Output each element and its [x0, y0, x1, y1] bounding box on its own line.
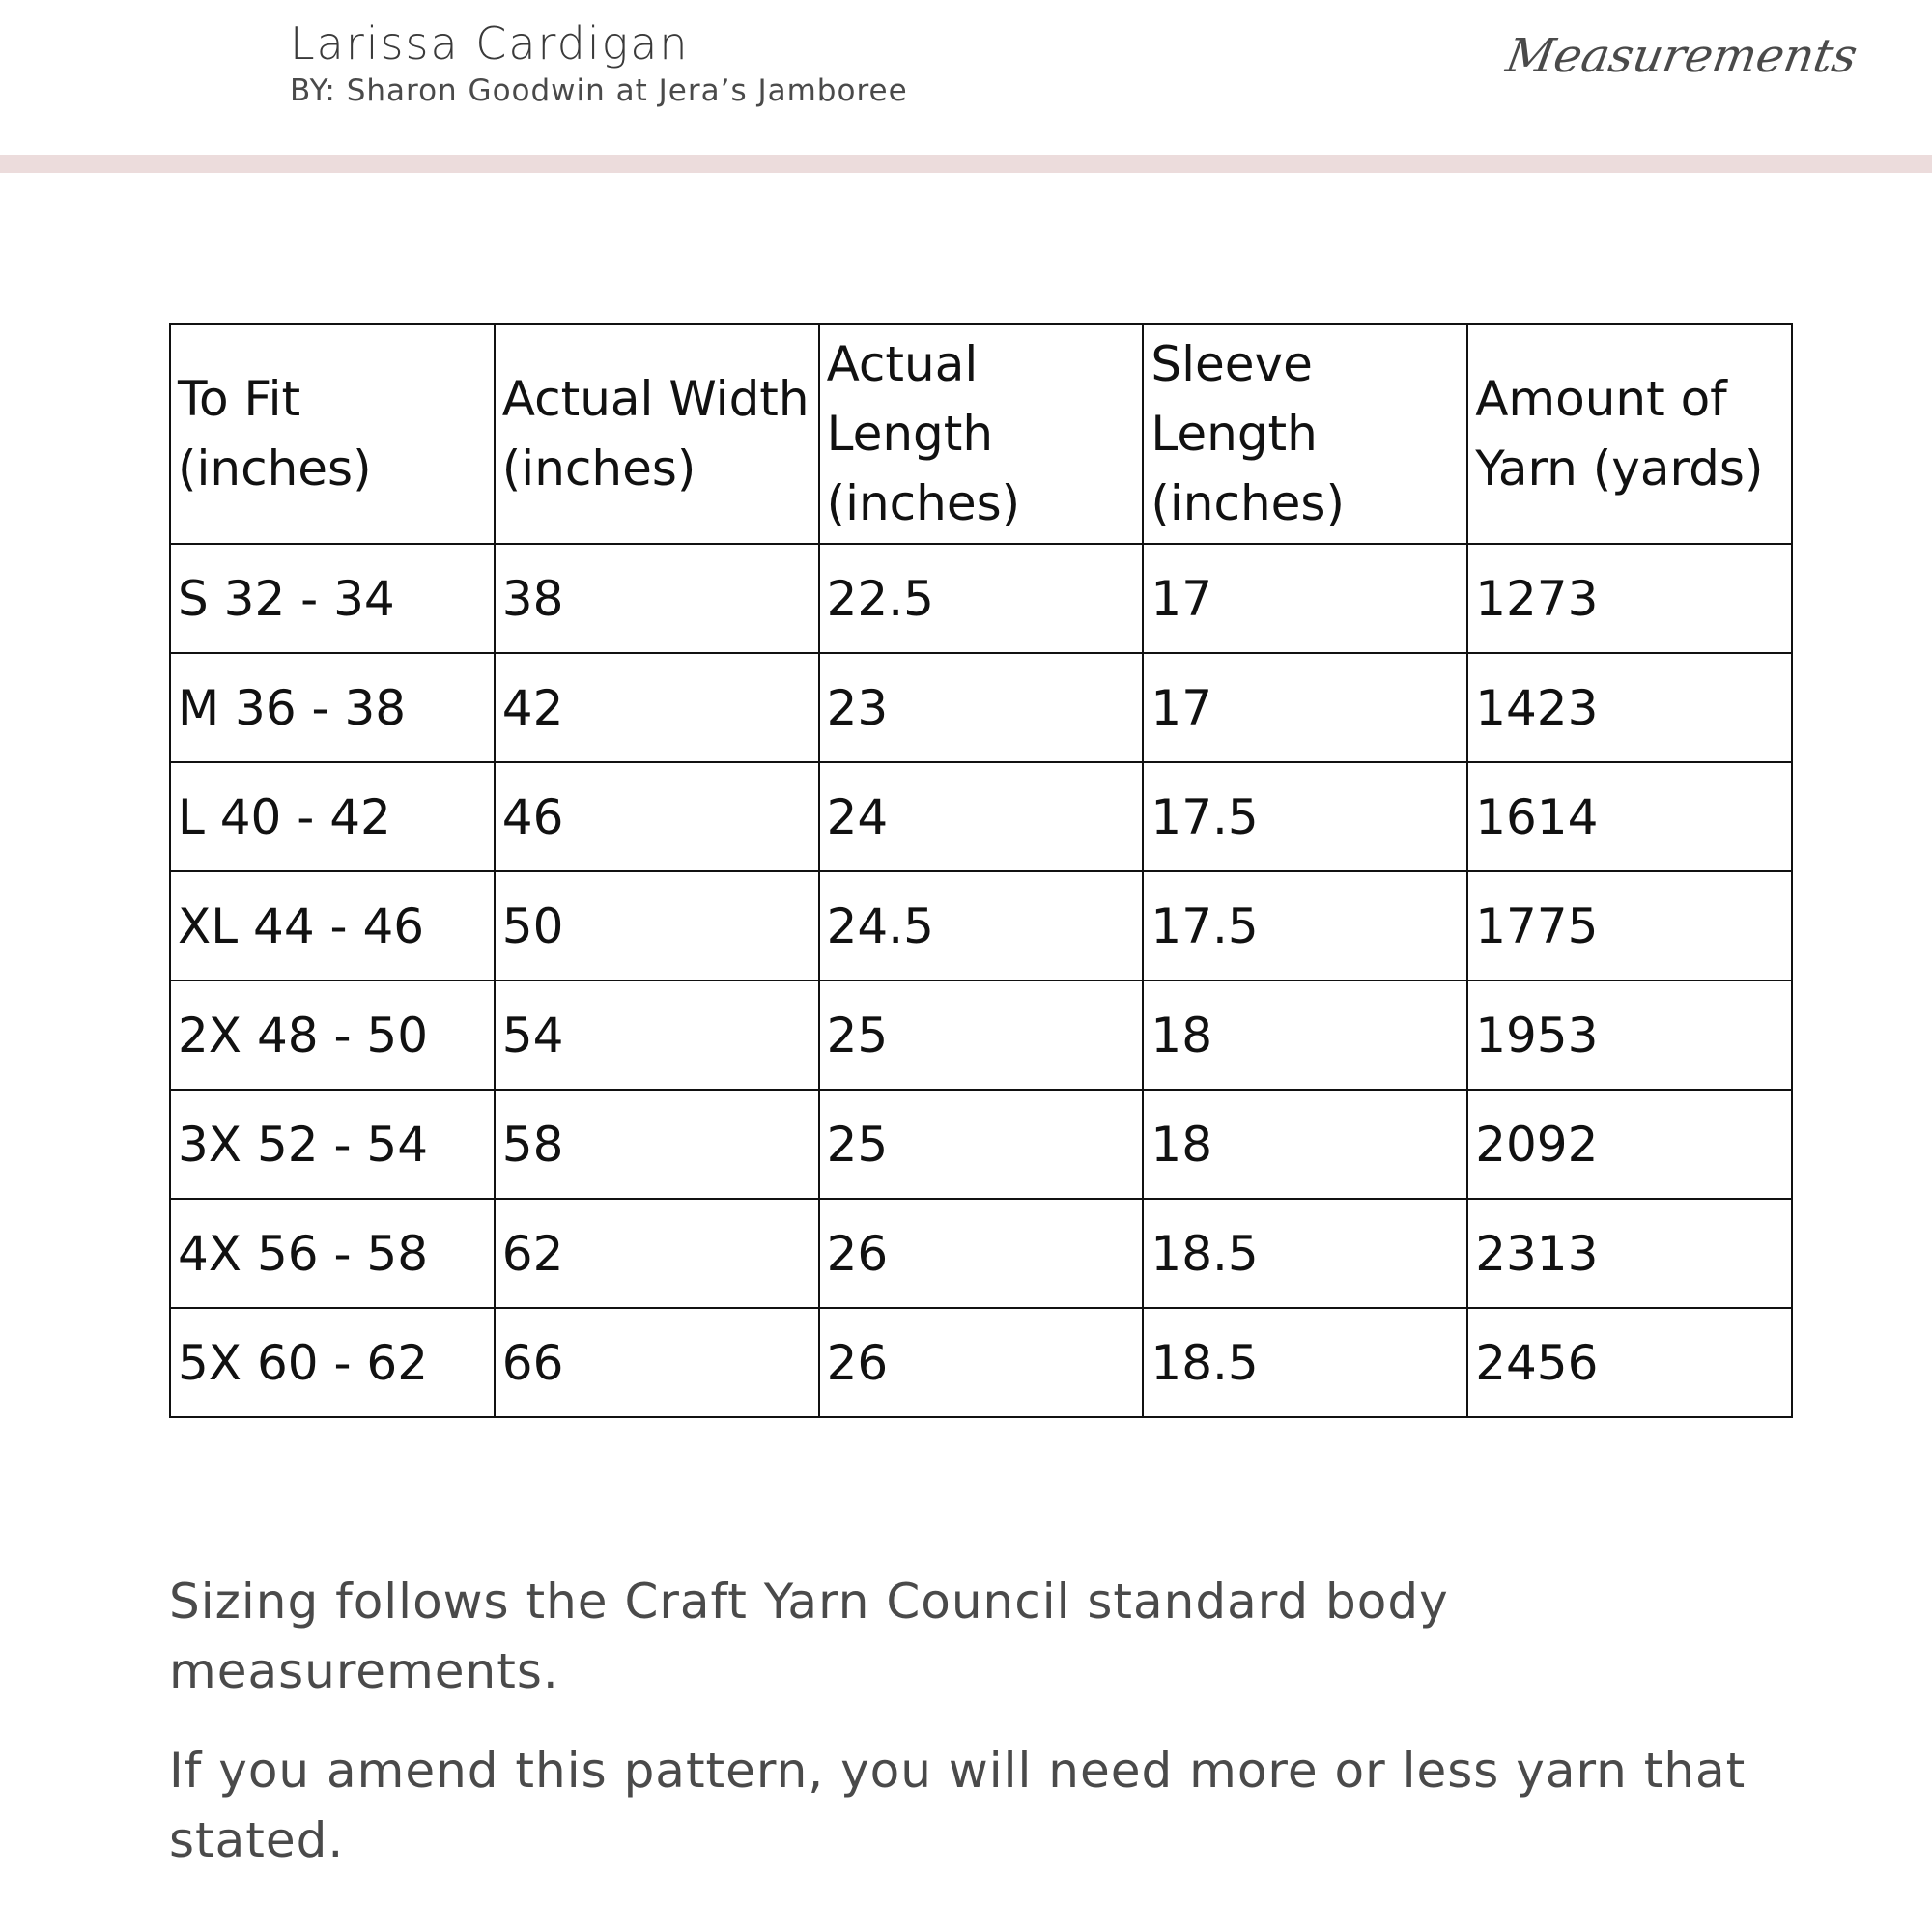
table-cell: 2092 [1467, 1090, 1792, 1199]
column-header: To Fit (inches) [170, 324, 495, 544]
pattern-byline: BY: Sharon Goodwin at Jera’s Jamboree [290, 73, 908, 108]
table-cell: 18 [1143, 1090, 1467, 1199]
header-divider [0, 155, 1932, 173]
table-cell: 1614 [1467, 762, 1792, 871]
section-label: Measurements [1502, 29, 1861, 83]
table-header [170, 324, 1792, 544]
table-cell: 24 [819, 762, 1144, 871]
table-cell: M 36 - 38 [170, 653, 495, 762]
table-cell: 23 [819, 653, 1144, 762]
table-cell: 38 [495, 544, 819, 653]
table-cell: 17 [1143, 653, 1467, 762]
table-cell: 50 [495, 871, 819, 980]
pattern-title: Larissa Cardigan [290, 17, 690, 70]
table-cell: 22.5 [819, 544, 1144, 653]
table-cell: 54 [495, 980, 819, 1090]
table-cell: 46 [495, 762, 819, 871]
table-cell: 4X 56 - 58 [170, 1199, 495, 1308]
table-cell: L 40 - 42 [170, 762, 495, 871]
table-cell: 1775 [1467, 871, 1792, 980]
table-cell: 2456 [1467, 1308, 1792, 1417]
table-cell: 17 [1143, 544, 1467, 653]
table-cell: S 32 - 34 [170, 544, 495, 653]
table-cell: 25 [819, 980, 1144, 1090]
table-cell: 25 [819, 1090, 1144, 1199]
column-header: Sleeve Length (inches) [1143, 324, 1467, 544]
table-cell: 18.5 [1143, 1199, 1467, 1308]
table-cell: 26 [819, 1199, 1144, 1308]
table-cell: 17.5 [1143, 871, 1467, 980]
amend-note: If you amend this pattern, you will need more or less yarn that stated. [169, 1743, 1747, 1868]
table-body [170, 544, 1792, 1417]
table-cell: 5X 60 - 62 [170, 1308, 495, 1417]
table-row [170, 1308, 1792, 1417]
table-cell: 18.5 [1143, 1308, 1467, 1417]
table-cell: 24.5 [819, 871, 1144, 980]
table-row [170, 544, 1792, 653]
page-header [0, 0, 1932, 155]
column-header: Actual Width (inches) [495, 324, 819, 544]
table-cell: 2X 48 - 50 [170, 980, 495, 1090]
table-row [170, 980, 1792, 1090]
measurements-table [169, 323, 1793, 1418]
table-cell: 1953 [1467, 980, 1792, 1090]
table-row [170, 1199, 1792, 1308]
table-cell: 1273 [1467, 544, 1792, 653]
table-cell: 26 [819, 1308, 1144, 1417]
table-cell: 18 [1143, 980, 1467, 1090]
table-cell: 66 [495, 1308, 819, 1417]
table-cell: XL 44 - 46 [170, 871, 495, 980]
table-row [170, 653, 1792, 762]
table-cell: 1423 [1467, 653, 1792, 762]
column-header: Amount of Yarn (yards) [1467, 324, 1792, 544]
table-cell: 2313 [1467, 1199, 1792, 1308]
table-cell: 58 [495, 1090, 819, 1199]
sizing-note: Sizing follows the Craft Yarn Council standard body measurements. [169, 1574, 1449, 1699]
table-row [170, 1090, 1792, 1199]
header-row [170, 324, 1792, 544]
column-header: Actual Length (inches) [819, 324, 1144, 544]
table-cell: 62 [495, 1199, 819, 1308]
table-cell: 17.5 [1143, 762, 1467, 871]
table-cell: 42 [495, 653, 819, 762]
table-row [170, 871, 1792, 980]
table-cell: 3X 52 - 54 [170, 1090, 495, 1199]
table-row [170, 762, 1792, 871]
